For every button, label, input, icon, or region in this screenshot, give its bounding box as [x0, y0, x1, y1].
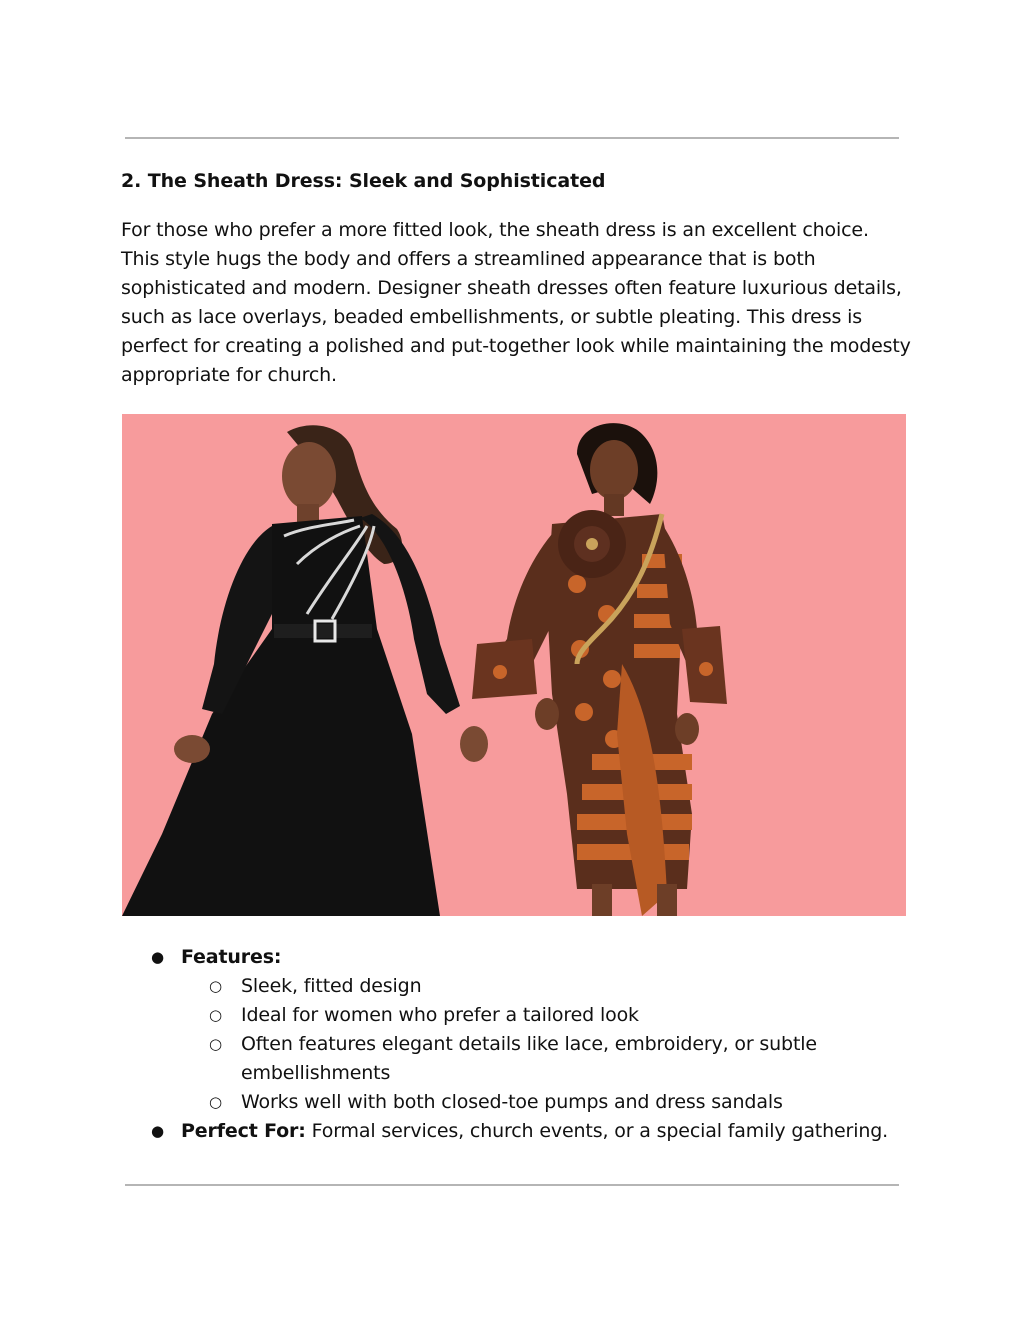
features-item	[121, 943, 921, 1117]
features-label: Features:	[181, 946, 282, 968]
feature-list	[121, 943, 921, 1146]
perfect-for-text: Formal services, church events, or a special family gathering.	[305, 1120, 889, 1142]
features-sublist	[181, 972, 921, 1117]
feature-text: Ideal for women who prefer a tailored look	[241, 1004, 639, 1026]
hollow-bullet-icon: ○	[209, 1093, 222, 1111]
brown-orange-dress-model	[472, 423, 727, 916]
list-item	[181, 1030, 921, 1088]
feature-text: Works well with both closed-toe pumps and dress sandals	[241, 1091, 783, 1113]
list-item	[181, 972, 921, 1001]
list-item	[181, 1088, 921, 1117]
dress-photo	[122, 414, 906, 916]
hollow-bullet-icon: ○	[209, 1006, 222, 1024]
feature-text: Often features elegant details like lace, embroidery, or subtle embellishments	[241, 1033, 817, 1084]
black-dress-model	[122, 425, 488, 916]
list-item	[181, 1001, 921, 1030]
hollow-bullet-icon: ○	[209, 1035, 222, 1053]
perfect-for-item	[121, 1117, 921, 1146]
perfect-for-label: Perfect For:	[181, 1120, 306, 1142]
top-divider	[125, 137, 899, 139]
section-heading: 2. The Sheath Dress: Sleek and Sophisticated	[121, 170, 606, 192]
hollow-bullet-icon: ○	[209, 977, 222, 995]
intro-paragraph: For those who prefer a more fitted look, the sheath dress is an excellent choice. This style hugs the body and offers a streamlined appearance that is both sophisticated and modern. Designer sheath dresses often feature luxurious details, such as lace overlays, beaded embellishments, or subtle pleating. This dress is perfect for creating a polished and put-together look while maintaining the modesty appropriate for church.	[121, 219, 911, 386]
bullet-icon: ●	[151, 1122, 164, 1140]
bottom-divider	[125, 1184, 899, 1186]
bullet-icon: ●	[151, 948, 164, 966]
feature-text: Sleek, fitted design	[241, 975, 422, 997]
